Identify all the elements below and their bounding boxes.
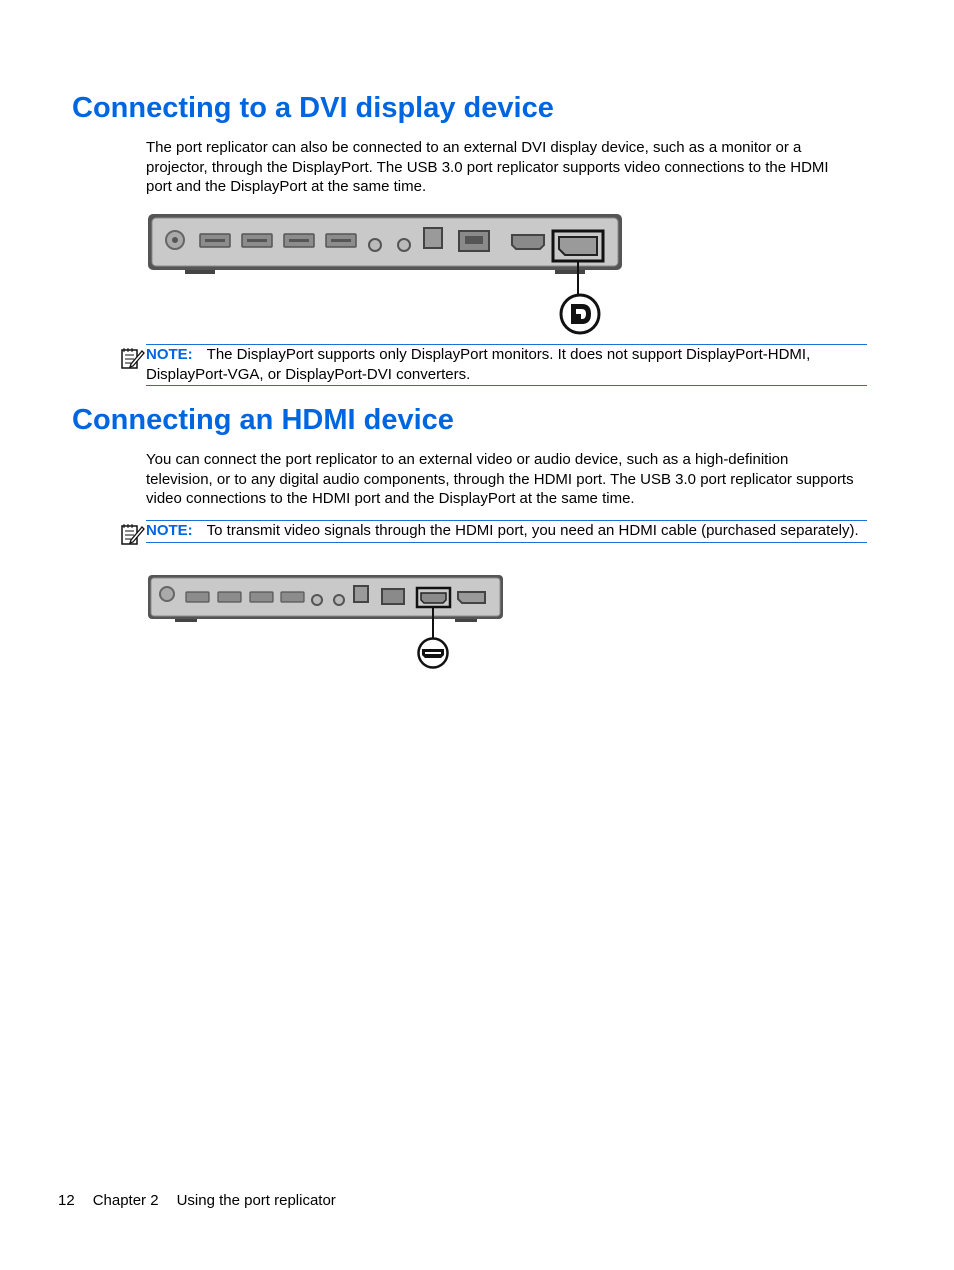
note-hdmi [146, 520, 867, 543]
port-replicator-illustration-displayport [145, 210, 627, 336]
section-body-dvi: The port replicator can also be connected to an external DVI display device, such as a monitor or a projector, through the DisplayPort. The USB 3.0 port replicator supports video connections to the HDMI port and the DisplayPort at the same time. [146, 139, 829, 195]
note-text: To transmit video signals through the HDMI port, you need an HDMI cable (purchased separately). [206, 522, 859, 539]
note-label: NOTE: [146, 346, 193, 363]
port-replicator-illustration-hdmi [145, 572, 507, 672]
chapter-title: Using the port replicator [176, 1192, 336, 1209]
displayport-icon [558, 292, 602, 336]
note-label: NOTE: [146, 522, 193, 539]
chapter-label: Chapter 2 [92, 1192, 159, 1209]
section-heading-dvi: Connecting to a DVI display device [72, 92, 554, 124]
note-icon [119, 522, 145, 548]
section-body-hdmi: You can connect the port replicator to an external video or audio device, such as a high-definition television, or to any digital audio components, through the HDMI port. The USB 3.0 port replicator supports video connections to the HDMI port and the DisplayPort at the same time. [146, 451, 854, 507]
note-text: The DisplayPort supports only DisplayPort monitors. It does not support DisplayPort-HDMI, DisplayPort-VGA, or DisplayPort-DVI converters. [146, 346, 811, 383]
page-number: 12 [58, 1192, 75, 1209]
page-footer [58, 1192, 336, 1209]
note-displayport [146, 344, 867, 386]
hdmi-icon [416, 636, 450, 670]
section-heading-hdmi: Connecting an HDMI device [72, 404, 454, 436]
note-icon [119, 346, 145, 372]
